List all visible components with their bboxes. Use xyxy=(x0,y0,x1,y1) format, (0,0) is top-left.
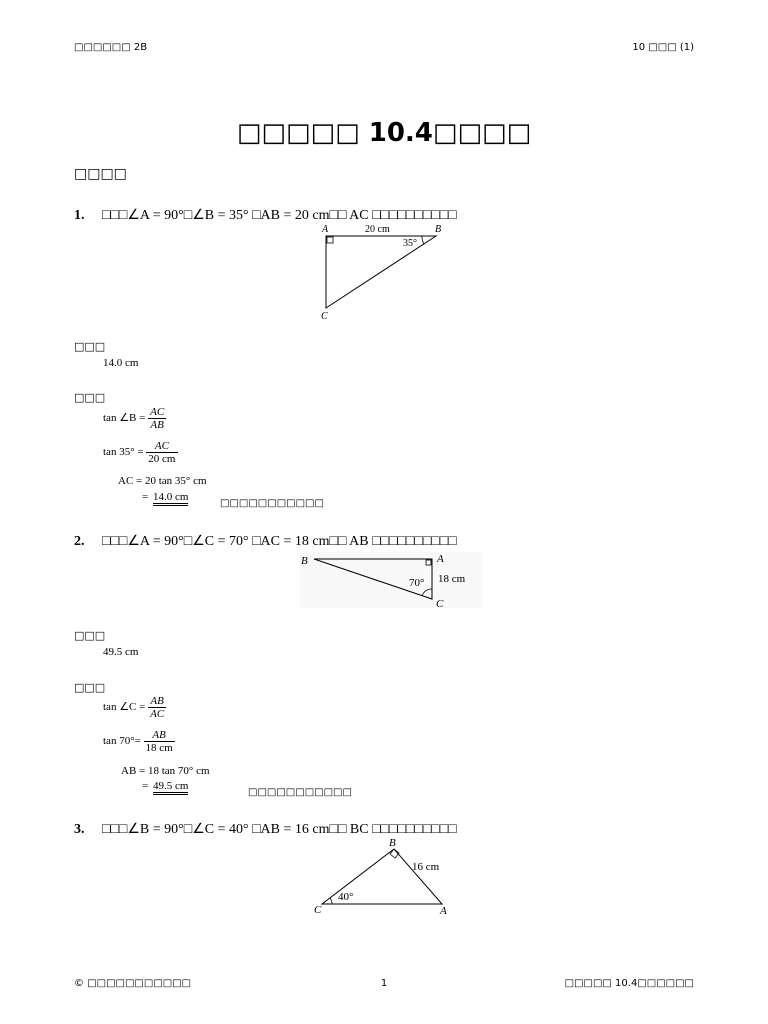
vertex-a-label: A xyxy=(322,224,329,235)
header-right: 10 □□□ (1) xyxy=(632,42,694,53)
final-answer: 49.5 cm xyxy=(153,780,188,795)
vertex-b-label: B xyxy=(301,555,308,567)
header-left: □□□□□□ 2B xyxy=(74,42,148,53)
vertex-c-label: C xyxy=(321,311,328,322)
fraction xyxy=(148,695,166,720)
fraction xyxy=(144,729,175,754)
question-number: 3. xyxy=(74,822,85,837)
solution-step-2 xyxy=(103,729,175,754)
solution-label: □□□ xyxy=(74,681,106,694)
angle-label: 35° xyxy=(403,238,417,249)
step-lhs: tan ∠C = xyxy=(103,701,146,714)
vertex-a-label: A xyxy=(437,553,444,565)
rounding-note: □□□□□□□□□□□ xyxy=(248,787,352,798)
angle-label: 40° xyxy=(338,891,354,903)
fraction xyxy=(146,440,177,465)
question-text: □□□∠A = 90°□∠B = 35° □AB = 20 cm□□ AC □□□□□□□□□□ xyxy=(102,208,457,223)
step-lhs: tan ∠B = xyxy=(103,412,146,425)
step-lhs: tan 70°= xyxy=(103,735,141,748)
footer-right: □□□□□ 10.4□□□□□□ xyxy=(564,978,694,989)
section-heading: □□□□ xyxy=(74,166,127,182)
vertex-c-label: C xyxy=(314,904,322,916)
final-answer: 14.0 cm xyxy=(153,491,188,506)
side-length-label: 18 cm xyxy=(438,573,466,585)
fraction-numerator: AB xyxy=(148,695,166,708)
answer-label: □□□ xyxy=(74,629,106,642)
equals-sign: = xyxy=(142,491,149,503)
solution-step-1 xyxy=(103,695,166,720)
step-lhs: tan 35° = xyxy=(103,446,144,459)
question-text: □□□∠A = 90°□∠C = 70° □AC = 18 cm□□ AB □□□□□□□□□□ xyxy=(102,534,457,549)
angle-label: 70° xyxy=(409,577,425,589)
question-text: □□□∠B = 90°□∠C = 40° □AB = 16 cm□□ BC □□□□□□□□□□ xyxy=(102,822,457,837)
equals-sign: = xyxy=(142,780,149,792)
vertex-b-label: B xyxy=(435,224,442,235)
fraction-numerator: AC xyxy=(150,406,165,418)
fraction-denominator: 20 cm xyxy=(148,453,176,465)
footer-left: © □□□□□□□□□□□ xyxy=(74,978,192,989)
solution-step-3: AB = 18 tan 70° cm xyxy=(121,765,210,777)
vertex-a-label: A xyxy=(440,905,447,917)
solution-step-4 xyxy=(142,491,188,503)
vertex-c-label: C xyxy=(436,598,444,610)
solution-step-2 xyxy=(103,440,178,465)
solution-step-1 xyxy=(103,406,166,431)
vertex-b-label: B xyxy=(389,837,396,849)
answer-value: 49.5 cm xyxy=(103,646,139,658)
side-length-label: 16 cm xyxy=(412,861,440,873)
rounding-note: □□□□□□□□□□□ xyxy=(220,498,324,509)
question-number: 1. xyxy=(74,208,85,223)
page-number: 1 xyxy=(380,978,388,989)
solution-label: □□□ xyxy=(74,391,106,404)
fraction-denominator: AC xyxy=(150,708,165,720)
fraction-numerator: AB xyxy=(144,729,175,742)
side-length-label: 20 cm xyxy=(365,224,390,235)
fraction-denominator: AB xyxy=(150,419,164,431)
answer-label: □□□ xyxy=(74,340,106,353)
fraction-numerator: AC xyxy=(146,440,177,453)
answer-value: 14.0 cm xyxy=(103,357,139,369)
page-title: □□□□□ 10.4□□□□ xyxy=(236,118,532,148)
figure-3-triangle xyxy=(308,835,468,920)
solution-step-3: AC = 20 tan 35° cm xyxy=(118,475,207,487)
solution-step-4 xyxy=(142,780,188,792)
question-number: 2. xyxy=(74,534,85,549)
figure-2-triangle xyxy=(296,548,486,610)
fraction xyxy=(148,406,166,431)
fraction-denominator: 18 cm xyxy=(145,742,173,754)
figure-1-triangle xyxy=(310,220,460,325)
